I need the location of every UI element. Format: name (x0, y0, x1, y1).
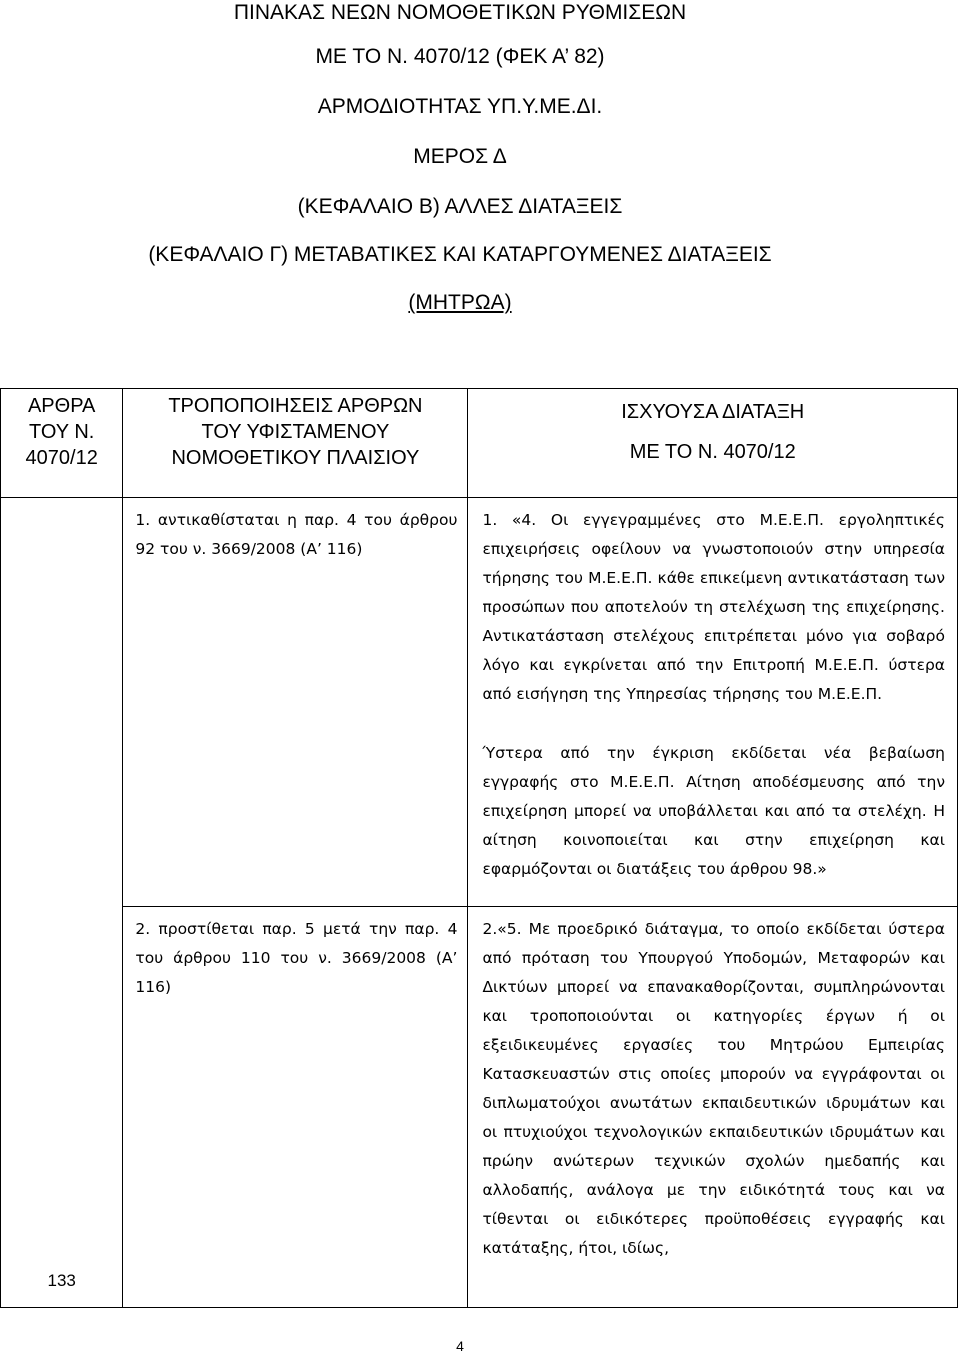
col-header-current-provision: ΙΣΧΥΟΥΣΑ ΔΙΑΤΑΞΗ ΜΕ ΤΟ Ν. 4070/12 (468, 389, 958, 498)
table-row (1, 498, 958, 907)
amendment-1: 1. αντικαθίσταται η παρ. 4 του άρθρου 92 του ν. 3669/2008 (Α’ 116) (123, 498, 468, 907)
header-law-reference: ΜΕ ΤΟ Ν. 4070/12 (ΦΕΚ Α’ 82) (315, 45, 605, 68)
legislation-table (0, 388, 958, 1308)
col-header-articles: ΑΡΘΡΑ ΤΟΥ Ν. 4070/12 (1, 389, 123, 498)
provision-2: 2.«5. Με προεδρικό διάταγμα, το οποίο εκδίδεται ύστερα από πρόταση του Υπουργού Υποδομών, Μεταφορών και Δικτύων μπορεί να επανακαθορίζονται, συμπληρώνονται και τροποποιούνται οι κατηγορίες έργων ή οι εξειδικευμένες εργασίες του Μητρώου Εμπειρίας Κατασκευαστών στις οποίες μπορούν να εγγράφονται οι διπλωματούχοι ανωτάτων εκπαιδευτικών ιδρυμάτων και οι πτυχιούχοι τεχνολογικών εκπαιδευτικών ιδρυμάτων και πρώην ανώτερων τεχνικών σχολών ημεδαπής και αλλοδαπής, ανάλογα με την ειδικότητά τους και να τίθενται οι ειδικότερες προϋποθέσεις εγγραφής και κατάταξης, ήτοι, ιδίως, (468, 907, 958, 1308)
table-header-row (1, 389, 958, 498)
header-chapter-c: (ΚΕΦΑΛΑΙΟ Γ) ΜΕΤΑΒΑΤΙΚΕΣ ΚΑΙ ΚΑΤΑΡΓΟΥΜΕΝΕΣ ΔΙΑΤΑΞΕΙΣ (148, 243, 772, 266)
header-ministry: ΑΡΜΟΔΙΟΤΗΤΑΣ ΥΠ.Υ.ΜΕ.ΔΙ. (317, 95, 603, 118)
table-row (1, 907, 958, 1308)
provision-1 (468, 498, 958, 907)
header-chapter-b: (ΚΕΦΑΛΑΙΟ Β) ΑΛΛΕΣ ΔΙΑΤΑΞΕΙΣ (297, 195, 623, 218)
col-header-amendments: ΤΡΟΠΟΠΟΙΗΣΕΙΣ ΑΡΘΡΩΝ ΤΟΥ ΥΦΙΣΤΑΜΕΝΟΥ ΝΟΜΟΘΕΤΙΚΟΥ ΠΛΑΙΣΙΟΥ (123, 389, 468, 498)
article-number: 133 (1, 498, 123, 1308)
header-part: ΜΕΡΟΣ Δ (413, 145, 507, 168)
header-title: ΠΙΝΑΚΑΣ ΝΕΩΝ ΝΟΜΟΘΕΤΙΚΩΝ ΡΥΘΜΙΣΕΩΝ (233, 1, 687, 24)
amendment-2: 2. προστίθεται παρ. 5 μετά την παρ. 4 του άρθρου 110 του ν. 3669/2008 (Α’ 116) (123, 907, 468, 1308)
provision-1-paragraph-1: 1. «4. Οι εγγεγραμμένες στο Μ.Ε.Ε.Π. εργοληπτικές επιχειρήσεις οφείλουν να γνωστοποιούν στην υπηρεσία τήρησης του Μ.Ε.Ε.Π. κάθε επικείμενη αντικατάσταση των προσώπων που αποτελούν τη στελέχωση της επιχείρησης. Αντικατάσταση στελέχους επιτρέπεται μόνο για σοβαρό λόγο και εγκρίνεται από την Επιτροπή Μ.Ε.Ε.Π. ύστερα από εισήγηση της Υπηρεσίας τήρησης του Μ.Ε.Ε.Π. (482, 511, 945, 703)
header-registries: (ΜΗΤΡΩΑ) (408, 291, 512, 314)
provision-1-paragraph-2: Ύστερα από την έγκριση εκδίδεται νέα βεβαίωση εγγραφής στο Μ.Ε.Ε.Π. Αίτηση αποδέσμευσης από την επιχείρηση μπορεί να υποβάλλεται και από τα στελέχη. Η αίτηση κοινοποιείται και στην επιχείρηση και εφαρμόζονται οι διατάξεις του άρθρου 98.» (482, 744, 945, 878)
page-number: 4 (456, 1338, 464, 1354)
